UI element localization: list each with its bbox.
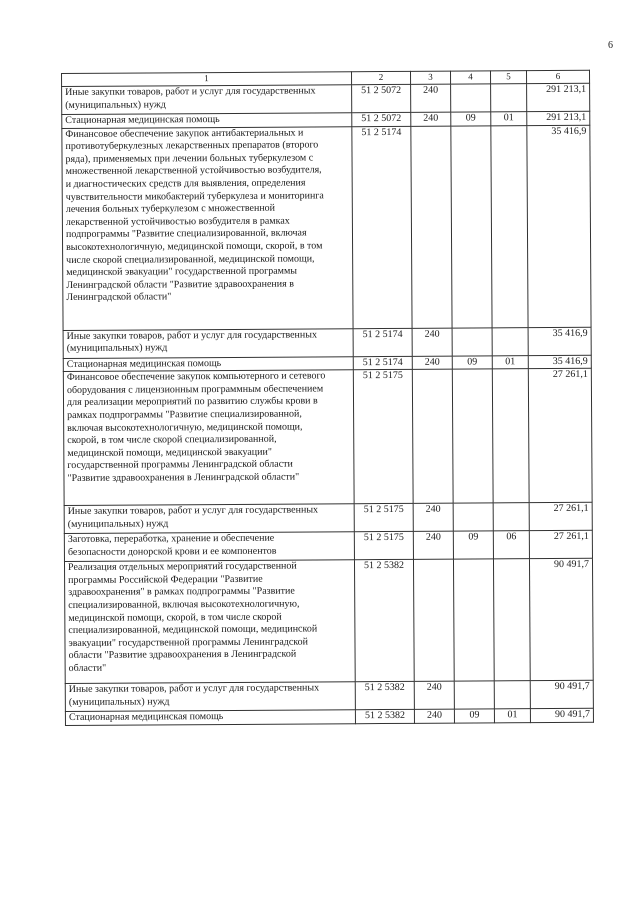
section: 09 bbox=[454, 709, 494, 723]
amount: 90 491,7 bbox=[530, 708, 593, 722]
table-row bbox=[64, 530, 592, 561]
target-article-code: 51 2 5072 bbox=[352, 112, 411, 126]
column-header: 5 bbox=[490, 71, 526, 84]
row-description: Иные закупки товаров, работ и услуг для государственных (муниципальных) нужд bbox=[65, 682, 355, 712]
section: 09 bbox=[451, 112, 491, 126]
subsection bbox=[492, 369, 529, 503]
expense-type bbox=[412, 369, 453, 503]
table-row bbox=[63, 368, 592, 505]
section: 09 bbox=[453, 531, 493, 559]
amount: 90 491,7 bbox=[529, 558, 593, 680]
column-header: 2 bbox=[351, 71, 410, 84]
row-description: Стационарная медицинская помощь bbox=[63, 356, 353, 371]
section: 09 bbox=[452, 355, 492, 369]
row-description: Иные закупки товаров, работ и услуг для государственных (муниципальных) нужд bbox=[62, 85, 352, 115]
column-header: 1 bbox=[62, 72, 352, 87]
expense-type: 240 bbox=[413, 503, 453, 531]
table-row bbox=[65, 680, 593, 711]
column-header: 3 bbox=[410, 71, 450, 84]
target-article-code: 51 2 5174 bbox=[352, 126, 412, 328]
row-description: Иные закупки товаров, работ и услуг для государственных (муниципальных) нужд bbox=[64, 504, 354, 534]
budget-table bbox=[61, 70, 594, 726]
subsection: 01 bbox=[491, 112, 527, 126]
table-row bbox=[63, 327, 591, 358]
target-article-code: 51 2 5175 bbox=[353, 370, 413, 504]
amount: 27 261,1 bbox=[529, 530, 592, 558]
subsection bbox=[491, 84, 527, 112]
expense-type bbox=[411, 126, 452, 328]
target-article-code: 51 2 5382 bbox=[355, 682, 414, 710]
target-article-code: 51 2 5382 bbox=[355, 710, 414, 724]
expense-type: 240 bbox=[412, 328, 452, 356]
table-row bbox=[64, 502, 592, 533]
target-article-code: 51 2 5174 bbox=[353, 328, 412, 356]
amount: 35 416,9 bbox=[528, 355, 591, 369]
row-description: Заготовка, переработка, хранение и обеспечение безопасности донорской крови и ее компонентов bbox=[64, 532, 354, 562]
table-row bbox=[65, 708, 593, 725]
section bbox=[451, 84, 491, 112]
target-article-code: 51 2 5382 bbox=[354, 560, 414, 682]
subsection bbox=[493, 503, 529, 531]
subsection bbox=[491, 125, 528, 327]
column-header: 6 bbox=[526, 70, 589, 83]
row-description: Реализация отдельных мероприятий государственной программы Российской Федерации "Развитие здравоохранения" в рамках подпрограммы "Развитие специализированной, включая высокотехнологичную, медицинской помощи, скорой, в том числе скорой специализированной, медицинской помощи, медицинской эвакуации" государственной программы Ленинградской области "Развитие здравоохранения в Ленинградской области" bbox=[64, 560, 355, 684]
subsection bbox=[492, 327, 528, 355]
target-article-code: 51 2 5072 bbox=[352, 84, 411, 112]
table-row bbox=[62, 125, 591, 330]
subsection: 06 bbox=[493, 531, 529, 559]
subsection: 01 bbox=[494, 709, 530, 723]
expense-type: 240 bbox=[414, 709, 454, 723]
expense-type bbox=[413, 559, 454, 681]
expense-type: 240 bbox=[414, 681, 454, 709]
column-header: 4 bbox=[450, 71, 490, 84]
row-description: Стационарная медицинская помощь bbox=[62, 113, 352, 128]
expense-type: 240 bbox=[411, 84, 451, 112]
amount: 90 491,7 bbox=[530, 680, 593, 708]
expense-type: 240 bbox=[411, 112, 451, 126]
section bbox=[453, 503, 493, 531]
target-article-code: 51 2 5174 bbox=[353, 356, 412, 370]
page-number: 6 bbox=[608, 40, 613, 51]
section bbox=[452, 327, 492, 355]
section bbox=[452, 369, 493, 503]
row-description: Финансовое обеспечение закупок антибактериальных и противотуберкулезных лекарственных препаратов (второго ряда), применяемых при лечении больных туберкулезом с множественной лекарственной устойчивостью возбудителя, и диагностических средств для выявления, определения чувствительности микобактерий туберкулеза и мониторинга лечения больных туберкулезом с множественной лекарственной устойчивостью возбудителя в рамках подпрограммы "Развитие специализированной, включая высокотехнологичную, медицинской помощи, скорой, в том числе скорой специализированной, медицинской помощи, медицинской эвакуации" государственной программы Ленинградской области "Развитие здравоохранения в Ленинградской области" bbox=[62, 126, 353, 330]
amount: 27 261,1 bbox=[529, 502, 592, 530]
amount: 291 213,1 bbox=[527, 83, 590, 111]
row-description: Иные закупки товаров, работ и услуг для государственных (муниципальных) нужд bbox=[63, 328, 353, 358]
row-description: Стационарная медицинская помощь bbox=[65, 710, 355, 725]
expense-type: 240 bbox=[412, 356, 452, 370]
amount: 35 416,9 bbox=[527, 125, 591, 327]
subsection bbox=[494, 681, 530, 709]
row-description: Финансовое обеспечение закупок компьютерного и сетевого оборудования с лицензионным программным обеспечением для реализации мероприятий по развитию службы крови в рамках подпрограммы "Развитие специализированной, включая высокотехнологичную, медицинской помощи, скорой, в том числе скорой специализированной, медицинской помощи, медицинской эвакуации" государственной программы Ленинградской области "Развитие здравоохранения в Ленинградской области" bbox=[63, 370, 354, 506]
section bbox=[454, 681, 494, 709]
table-row bbox=[62, 83, 590, 114]
expense-type: 240 bbox=[413, 531, 453, 559]
section bbox=[453, 559, 494, 681]
target-article-code: 51 2 5175 bbox=[354, 532, 413, 560]
section bbox=[451, 125, 492, 327]
target-article-code: 51 2 5175 bbox=[354, 504, 413, 532]
amount: 35 416,9 bbox=[528, 327, 591, 355]
amount: 27 261,1 bbox=[528, 368, 592, 502]
subsection: 01 bbox=[492, 355, 528, 369]
subsection bbox=[493, 559, 530, 681]
amount: 291 213,1 bbox=[527, 111, 590, 125]
table-row bbox=[64, 558, 593, 683]
